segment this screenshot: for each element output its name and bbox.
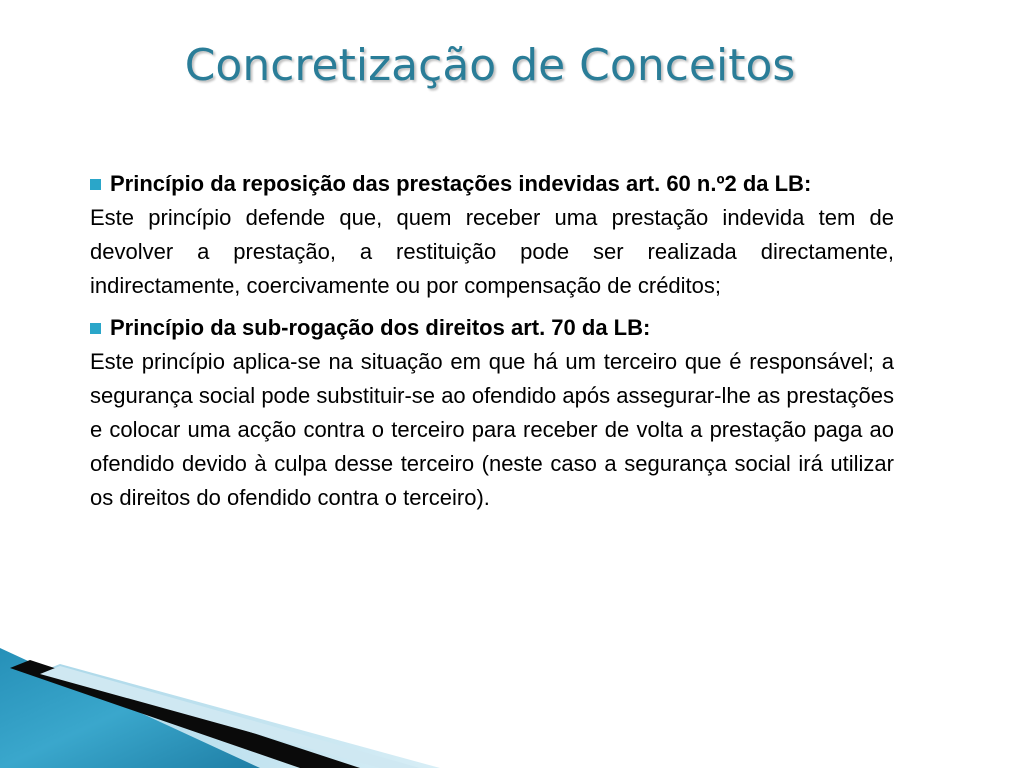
- section-heading: Princípio da sub-rogação dos direitos art. 70 da LB:: [110, 315, 651, 340]
- slide-title: Concretização de Conceitos: [184, 40, 796, 91]
- section-reposicao: [90, 167, 894, 303]
- section-body: Este princípio aplica-se na situação em que há um terceiro que é responsável; a segurança social pode substituir-se ao ofendido após assegurar-lhe as prestações e colocar uma acção contra o terceiro para receber de volta a prestação paga ao ofendido devido à culpa desse terceiro (neste caso a segurança social irá utilizar os direitos do ofendido contra o terceiro).: [90, 349, 894, 510]
- square-bullet-icon: [90, 323, 101, 334]
- section-heading: Princípio da reposição das prestações indevidas art. 60 n.º2 da LB:: [110, 171, 812, 196]
- section-body: Este princípio defende que, quem receber uma prestação indevida tem de devolver a prestação, a restituição pode ser realizada directamente, indirectamente, coercivamente ou por compensação de créditos;: [90, 205, 894, 298]
- square-bullet-icon: [90, 179, 101, 190]
- section-sub-rogacao: [90, 311, 894, 515]
- slide-content: [90, 167, 894, 523]
- decorative-wave: [0, 640, 1024, 768]
